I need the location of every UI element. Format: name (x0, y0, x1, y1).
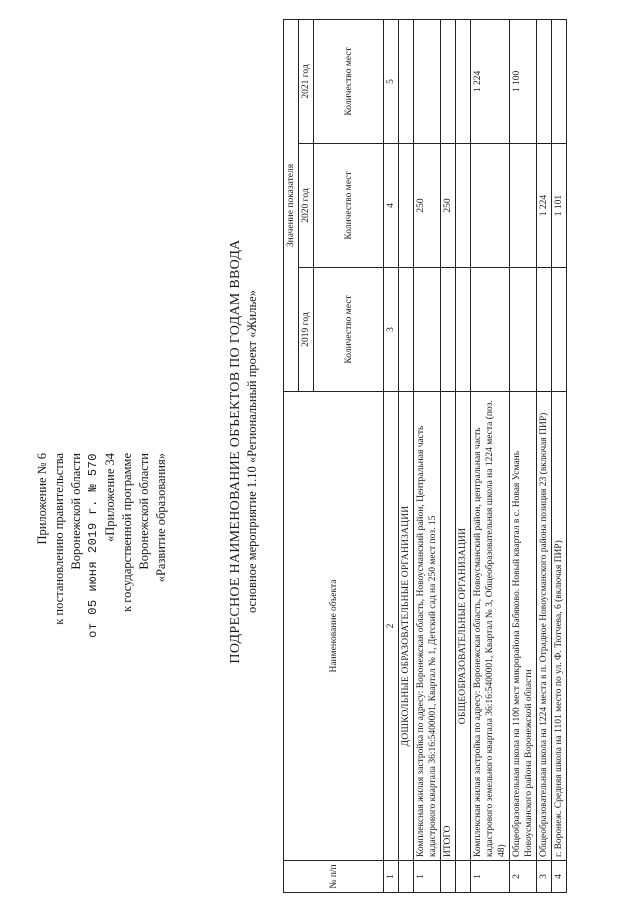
row-object-name: Общеобразовательная школа на 1100 мест микрорайона Бабяково. Новый квартал в с. Новая Усмань Новоусманского района Воронежской области (510, 392, 537, 861)
row-value-2021 (552, 19, 567, 143)
row-number: 1 (414, 861, 441, 893)
row-value-2019 (510, 268, 537, 392)
table-row (537, 19, 552, 892)
row-number: 2 (510, 861, 537, 893)
document-title: ПОДРЕСНОЕ НАИМЕНОВАНИЕ ОБЪЕКТОВ ПО ГОДАМ ВВОДА (228, 239, 243, 664)
section-title: ДОШКОЛЬНЫЕ ОБРАЗОВАТЕЛЬНЫЕ ОРГАНИЗАЦИИ (399, 392, 414, 861)
header-year-2021: 2021 год (299, 19, 314, 143)
column-numbers-row (384, 19, 399, 892)
table-row (510, 19, 537, 892)
row-value-2019 (537, 268, 552, 392)
total-value-2021 (441, 19, 456, 143)
total-value-2020: 250 (441, 144, 456, 268)
row-value-2020: 1 101 (552, 144, 567, 268)
row-object-name: Общеобразовательная школа на 1224 места в п. Отрадное Новоусманского района позиция 23 (включая ПИР) (537, 392, 552, 861)
row-value-2020: 250 (414, 144, 441, 268)
header-row-1 (284, 19, 299, 892)
table-row (414, 19, 441, 892)
row-number: 3 (537, 861, 552, 893)
row-value-2020: 1 224 (537, 144, 552, 268)
table-row (471, 19, 510, 892)
row-object-name: г. Воронеж. Средняя школа на 1101 место по ул. Ф. Тютчева, 6 (включая ПИР) (552, 392, 567, 861)
row-object-name: Комплексная жилая застройка по адресу: Воронежская область, Новоусманский район, центральная часть кадастрового земельного квартала 36:16:5400001, Квартал № 3, Общеобразовательная школа на 1224 места (поз. 48) (471, 392, 510, 861)
appendix-block (34, 453, 170, 703)
table-row (552, 19, 567, 892)
appendix-line-3: Воронежской области (69, 453, 83, 570)
appendix-line-8: «Развитие образования» (154, 453, 168, 583)
column-number: 4 (384, 144, 399, 268)
row-value-2021: 1 224 (471, 19, 510, 143)
document-subtitle: основное мероприятие 1.10 «Региональный проект «Жилье» (245, 290, 259, 613)
header-year-2019: 2019 год (299, 268, 314, 392)
objects-table (283, 19, 567, 893)
row-number: 4 (552, 861, 567, 893)
row-value-2021 (414, 19, 441, 143)
appendix-line-1: Приложение № 6 (35, 453, 49, 545)
total-value-2019 (441, 268, 456, 392)
header-unit-2021: Количество мест (314, 19, 384, 143)
header-number: № п/п (284, 861, 384, 893)
section-title: ОБЩЕОБРАЗОВАТЕЛЬНЫЕ ОРГАНИЗАЦИИ (456, 392, 471, 861)
header-year-2020: 2020 год (299, 144, 314, 268)
appendix-line-2: к постановлению правительства (52, 453, 66, 625)
appendix-line-5: «Приложение 34 (103, 453, 117, 542)
header-object-name: Наименование объекта (284, 392, 384, 861)
total-row (441, 19, 456, 892)
document-title-block (228, 0, 260, 903)
column-number: 2 (384, 392, 399, 861)
appendix-line-7: Воронежской области (137, 453, 151, 570)
total-label: ИТОГО (441, 392, 456, 861)
column-number: 5 (384, 19, 399, 143)
column-number: 1 (384, 861, 399, 893)
appendix-line-6: к государственной программе (120, 453, 134, 612)
column-number: 3 (384, 268, 399, 392)
row-value-2020 (471, 144, 510, 268)
row-value-2019 (414, 268, 441, 392)
appendix-date-number: от 05 июня 2019 г. № 570 (86, 453, 100, 638)
row-value-2021 (537, 19, 552, 143)
header-unit-2020: Количество мест (314, 144, 384, 268)
header-indicator-value: Значение показателя (284, 19, 299, 391)
header-unit-2019: Количество мест (314, 268, 384, 392)
row-value-2019 (552, 268, 567, 392)
row-value-2019 (471, 268, 510, 392)
row-value-2021: 1 100 (510, 19, 537, 143)
row-number: 1 (471, 861, 510, 893)
row-value-2020 (510, 144, 537, 268)
row-object-name: Комплексная жилая застройка по адресу: Воронежская область, Новоусманский район, Центральная часть кадастрового квартала 36:16:5400001, Квартал № 1, Детский сад на 250 мест поз. 15 (414, 392, 441, 861)
section-row-preschool (399, 19, 414, 892)
section-row-general (456, 19, 471, 892)
